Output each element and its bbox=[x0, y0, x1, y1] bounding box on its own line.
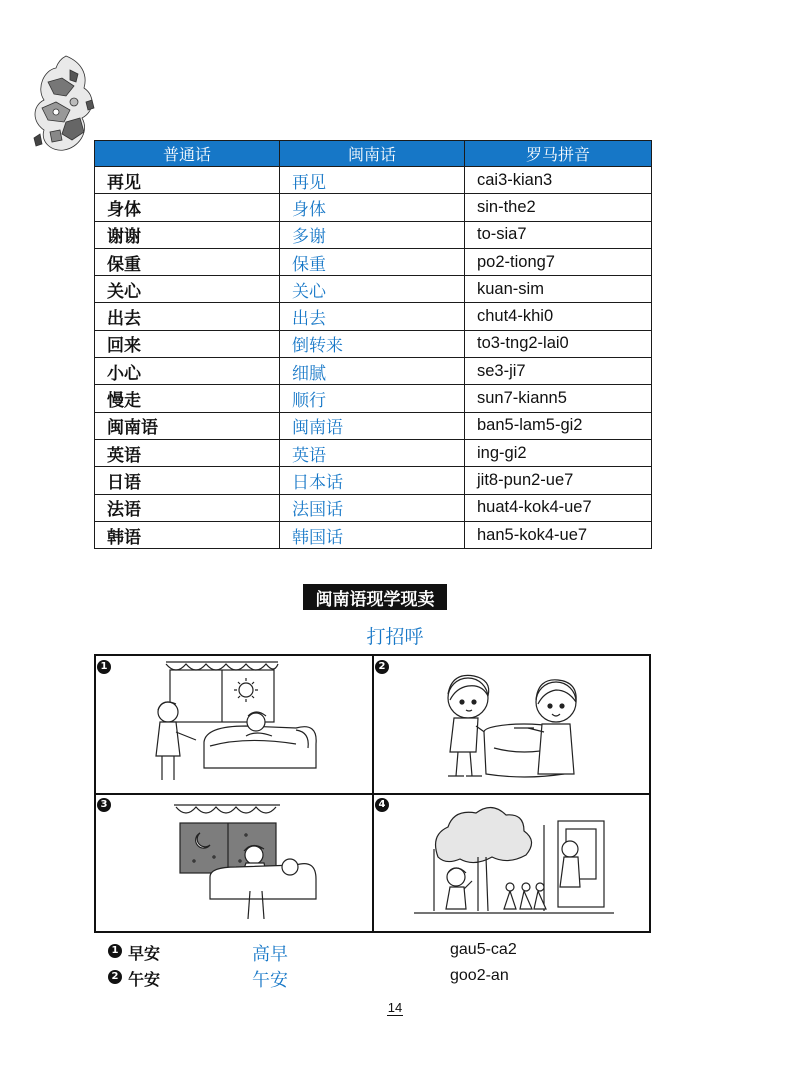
hokkien-cell: 出去 bbox=[280, 303, 465, 330]
romanization-cell: po2-tiong7 bbox=[465, 248, 652, 275]
greeting-number-badge: 1 bbox=[108, 944, 122, 958]
section-heading: 闽南语现学现卖 bbox=[303, 584, 447, 610]
mandarin-cell: 日语 bbox=[95, 467, 280, 494]
hokkien-cell: 韩国话 bbox=[280, 521, 465, 548]
greeting-row bbox=[108, 966, 668, 990]
header-mandarin: 普通话 bbox=[95, 141, 280, 167]
table-row bbox=[95, 358, 652, 385]
panel-number-badge: 1 bbox=[97, 660, 111, 674]
romanization-cell: ban5-lam5-gi2 bbox=[465, 412, 652, 439]
table-row bbox=[95, 303, 652, 330]
mandarin-cell: 小心 bbox=[95, 358, 280, 385]
panel-number-badge: 2 bbox=[375, 660, 389, 674]
table-row bbox=[95, 276, 652, 303]
hokkien-cell: 英语 bbox=[280, 439, 465, 466]
section-subheading: 打招呼 bbox=[366, 626, 424, 648]
table-row bbox=[95, 439, 652, 466]
romanization-cell: chut4-khi0 bbox=[465, 303, 652, 330]
romanization-cell: se3-ji7 bbox=[465, 358, 652, 385]
greeting-hokkien: 高早 bbox=[252, 944, 288, 965]
panel-number-badge: 4 bbox=[375, 798, 389, 812]
greeting-number-badge: 2 bbox=[108, 970, 122, 984]
hokkien-cell: 闽南语 bbox=[280, 412, 465, 439]
noon-scene-illustration bbox=[374, 656, 651, 794]
greeting-mandarin: 早安 bbox=[128, 944, 161, 963]
table-row bbox=[95, 194, 652, 221]
header-hokkien: 闽南话 bbox=[280, 141, 465, 167]
hokkien-cell: 倒转来 bbox=[280, 330, 465, 357]
greeting-mandarin: 午安 bbox=[128, 970, 161, 989]
table-header-row bbox=[95, 141, 652, 167]
night-scene-illustration bbox=[96, 795, 373, 933]
page-number-text: 14 bbox=[387, 1000, 403, 1015]
morning-scene-illustration bbox=[96, 656, 373, 794]
table-row bbox=[95, 467, 652, 494]
panel-number-badge: 3 bbox=[97, 798, 111, 812]
comic-grid bbox=[94, 654, 651, 933]
romanization-cell: jit8-pun2-ue7 bbox=[465, 467, 652, 494]
hokkien-cell: 细腻 bbox=[280, 358, 465, 385]
mandarin-cell: 法语 bbox=[95, 494, 280, 521]
outdoor-scene-illustration bbox=[374, 795, 651, 933]
greeting-hokkien: 午安 bbox=[252, 970, 288, 991]
mandarin-cell: 出去 bbox=[95, 303, 280, 330]
greeting-row bbox=[108, 940, 668, 964]
mandarin-cell: 闽南语 bbox=[95, 412, 280, 439]
page-number bbox=[0, 1000, 790, 1015]
comic-panel-night bbox=[95, 794, 373, 933]
comic-panel-morning bbox=[95, 655, 373, 794]
greeting-romanization: goo2-an bbox=[450, 967, 509, 984]
hokkien-cell: 关心 bbox=[280, 276, 465, 303]
table-row bbox=[95, 385, 652, 412]
hokkien-cell: 顺行 bbox=[280, 385, 465, 412]
mandarin-cell: 再见 bbox=[95, 167, 280, 194]
vocabulary-table bbox=[94, 140, 652, 549]
hokkien-cell: 保重 bbox=[280, 248, 465, 275]
mandarin-cell: 韩语 bbox=[95, 521, 280, 548]
table-row bbox=[95, 221, 652, 248]
romanization-cell: huat4-kok4-ue7 bbox=[465, 494, 652, 521]
mandarin-cell: 谢谢 bbox=[95, 221, 280, 248]
comic-panel-noon bbox=[373, 655, 651, 794]
romanization-cell: sin-the2 bbox=[465, 194, 652, 221]
table-row bbox=[95, 167, 652, 194]
hokkien-cell: 再见 bbox=[280, 167, 465, 194]
romanization-cell: han5-kok4-ue7 bbox=[465, 521, 652, 548]
romanization-cell: to-sia7 bbox=[465, 221, 652, 248]
hokkien-cell: 法国话 bbox=[280, 494, 465, 521]
hokkien-cell: 多谢 bbox=[280, 221, 465, 248]
romanization-cell: to3-tng2-lai0 bbox=[465, 330, 652, 357]
romanization-cell: cai3-kian3 bbox=[465, 167, 652, 194]
mandarin-cell: 保重 bbox=[95, 248, 280, 275]
table-row bbox=[95, 494, 652, 521]
mandarin-cell: 关心 bbox=[95, 276, 280, 303]
romanization-cell: sun7-kiann5 bbox=[465, 385, 652, 412]
table-row bbox=[95, 521, 652, 548]
header-romanization: 罗马拼音 bbox=[465, 141, 652, 167]
hokkien-cell: 日本话 bbox=[280, 467, 465, 494]
greeting-romanization: gau5-ca2 bbox=[450, 941, 517, 958]
romanization-cell: ing-gi2 bbox=[465, 439, 652, 466]
table-row bbox=[95, 412, 652, 439]
mandarin-cell: 慢走 bbox=[95, 385, 280, 412]
table-row bbox=[95, 248, 652, 275]
hokkien-cell: 身体 bbox=[280, 194, 465, 221]
table-row bbox=[95, 330, 652, 357]
romanization-cell: kuan-sim bbox=[465, 276, 652, 303]
comic-panel-outdoor bbox=[373, 794, 651, 933]
mandarin-cell: 身体 bbox=[95, 194, 280, 221]
mandarin-cell: 回来 bbox=[95, 330, 280, 357]
mandarin-cell: 英语 bbox=[95, 439, 280, 466]
